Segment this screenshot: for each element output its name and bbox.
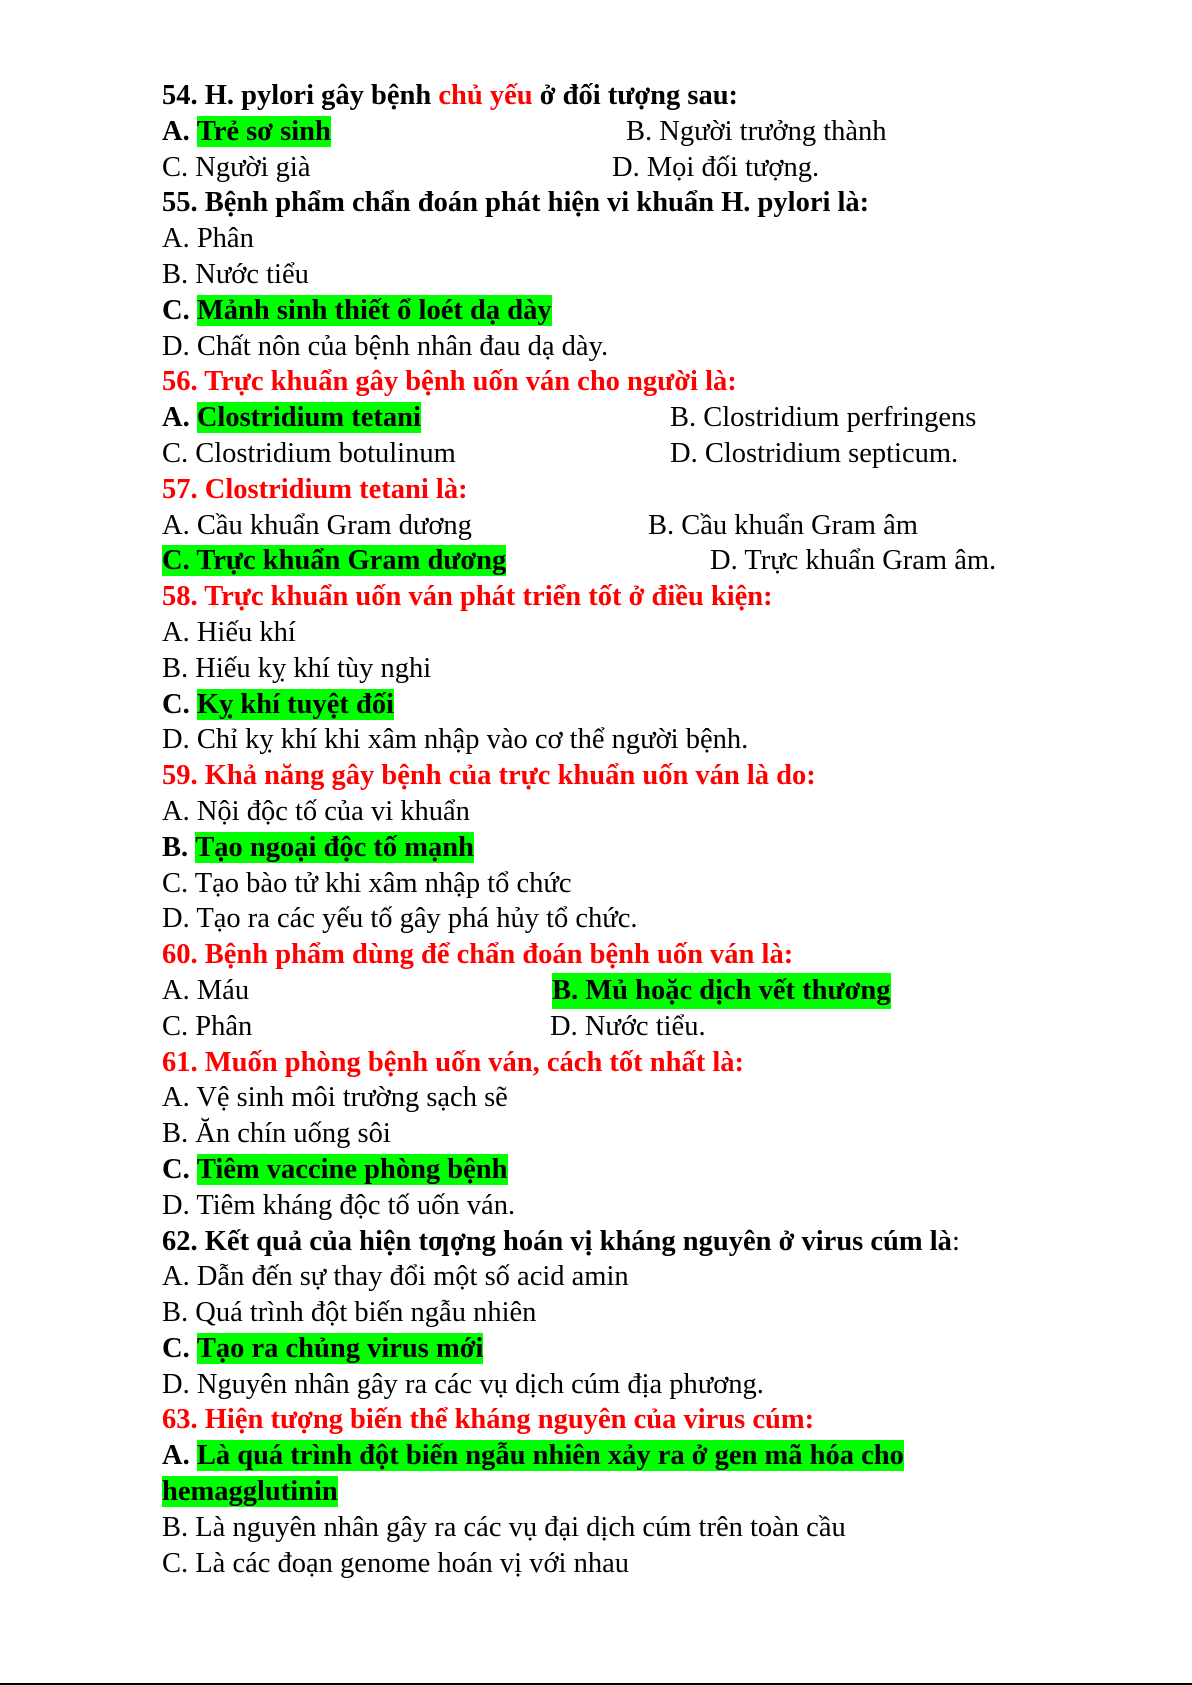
question-63: 63. Hiện tượng biến thể kháng nguyên của virus cúm: bbox=[162, 1404, 815, 1436]
answer-option: D. Tiêm kháng độc tố uốn ván. bbox=[162, 1189, 516, 1221]
answer-option: A. Dẫn đến sự thay đổi một số acid amin bbox=[162, 1261, 629, 1293]
question-61: 61. Muốn phòng bệnh uốn ván, cách tốt nhất là: bbox=[162, 1046, 745, 1078]
correct-answer: Clostridium tetani bbox=[196, 402, 421, 434]
answer-letter: B. bbox=[162, 831, 189, 863]
question-text: H. pylori gây bệnh bbox=[204, 80, 439, 111]
answer-option: A. Vệ sinh môi trường sạch sẽ bbox=[162, 1082, 508, 1114]
answer-letter: C. bbox=[162, 688, 190, 720]
answer-row bbox=[162, 1009, 1062, 1045]
answer-letter: A. bbox=[162, 1440, 190, 1472]
correct-answer: Tạo ngoại độc tố mạnh bbox=[195, 831, 474, 863]
answer-option: D. Chỉ kỵ khí khi xâm nhập vào cơ thể người bệnh. bbox=[162, 724, 749, 756]
question-56: 56. Trực khuẩn gây bệnh uốn ván cho người là: bbox=[162, 366, 737, 398]
answer-option: B. Clostridium perfringens bbox=[670, 402, 977, 434]
question-58: 58. Trực khuẩn uốn ván phát triển tốt ở điều kiện: bbox=[162, 581, 773, 613]
question-colon: : bbox=[951, 1225, 960, 1257]
answer-option: D. Clostridium septicum. bbox=[670, 437, 959, 469]
answer-letter: C. bbox=[162, 1153, 190, 1185]
answer-row bbox=[162, 150, 1062, 186]
answer-option: B. Nước tiểu bbox=[162, 258, 309, 290]
answer-letter: C. bbox=[162, 294, 190, 326]
correct-answer: Mảnh sinh thiết ổ loét dạ dày bbox=[196, 294, 552, 326]
correct-answer-continued: hemagglutinin bbox=[162, 1476, 338, 1508]
question-60: 60. Bệnh phẩm dùng để chẩn đoán bệnh uốn ván là: bbox=[162, 939, 794, 971]
answer-option: A. Phân bbox=[162, 223, 254, 255]
answer-letter: A. bbox=[162, 115, 190, 147]
question-54 bbox=[162, 78, 1062, 114]
correct-answer: B. Mủ hoặc dịch vết thương bbox=[552, 973, 891, 1009]
correct-answer: C. Trực khuẩn Gram dương bbox=[162, 545, 507, 577]
answer-row bbox=[162, 830, 1062, 866]
answer-row bbox=[162, 687, 1062, 723]
answer-option: B. Quá trình đột biến ngẫu nhiên bbox=[162, 1297, 537, 1329]
answer-row bbox=[162, 1331, 1062, 1367]
correct-answer: Kỵ khí tuyệt đối bbox=[196, 688, 395, 720]
question-number: 54. bbox=[162, 80, 198, 111]
answer-row bbox=[162, 1438, 1062, 1474]
answer-option: B. Ăn chín uống sôi bbox=[162, 1118, 391, 1150]
answer-option: D. Chất nôn của bệnh nhân đau dạ dày. bbox=[162, 330, 609, 362]
answer-option: A. Cầu khuẩn Gram dương bbox=[162, 509, 472, 541]
question-emphasis: chủ yếu bbox=[438, 80, 533, 111]
quiz-page bbox=[162, 78, 1062, 1581]
answer-option: C. Người già bbox=[162, 151, 311, 183]
answer-row bbox=[162, 1474, 1062, 1510]
answer-option: C. Clostridium botulinum bbox=[162, 437, 456, 469]
correct-answer: Trẻ sơ sinh bbox=[196, 115, 331, 147]
answer-option: D. Trực khuẩn Gram âm. bbox=[710, 545, 997, 577]
answer-option: A. Hiếu khí bbox=[162, 616, 296, 648]
answer-row bbox=[162, 973, 1062, 1009]
answer-option: B. Hiếu kỵ khí tùy nghi bbox=[162, 652, 432, 684]
answer-option: C. Là các đoạn genome hoán vị với nhau bbox=[162, 1547, 629, 1579]
answer-row bbox=[162, 293, 1062, 329]
answer-option: D. Nguyên nhân gây ra các vụ dịch cúm địa phương. bbox=[162, 1368, 764, 1400]
correct-answer: Là quá trình đột biến ngẫu nhiên xảy ra ở gen mã hóa cho bbox=[196, 1440, 904, 1472]
question-62 bbox=[162, 1224, 1062, 1260]
correct-answer: Tạo ra chủng virus mới bbox=[196, 1332, 484, 1364]
answer-row bbox=[162, 508, 1062, 544]
correct-answer: Tiêm vaccine phòng bệnh bbox=[196, 1153, 508, 1185]
answer-option: D. Nước tiểu. bbox=[550, 1010, 706, 1042]
answer-row bbox=[162, 114, 1062, 150]
question-text: ở đối tượng sau: bbox=[532, 80, 739, 111]
answer-option: D. Mọi đối tượng. bbox=[612, 151, 820, 183]
answer-option: A. Nội độc tố của vi khuẩn bbox=[162, 795, 470, 827]
answer-option: A. Máu bbox=[162, 974, 250, 1006]
answer-option: B. Cầu khuẩn Gram âm bbox=[648, 509, 918, 541]
question-57: 57. Clostridium tetani là: bbox=[162, 473, 468, 505]
answer-option: B. Người trưởng thành bbox=[626, 115, 887, 147]
answer-row bbox=[162, 400, 1062, 436]
answer-row bbox=[162, 436, 1062, 472]
answer-option: B. Là nguyên nhân gây ra các vụ đại dịch cúm trên toàn cầu bbox=[162, 1511, 846, 1543]
answer-option: C. Phân bbox=[162, 1010, 253, 1042]
answer-row bbox=[162, 543, 1062, 579]
answer-letter: A. bbox=[162, 402, 190, 434]
answer-option: C. Tạo bào tử khi xâm nhập tổ chức bbox=[162, 867, 572, 899]
question-text: 62. Kết quả của hiện tƣợng hoán vị kháng nguyên ở virus cúm là bbox=[162, 1225, 952, 1257]
question-55: 55. Bệnh phẩm chẩn đoán phát hiện vi khuẩn H. pylori là: bbox=[162, 187, 870, 219]
question-59: 59. Khả năng gây bệnh của trực khuẩn uốn ván là do: bbox=[162, 760, 816, 792]
answer-row bbox=[162, 1152, 1062, 1188]
answer-option: D. Tạo ra các yếu tố gây phá hủy tổ chức. bbox=[162, 903, 638, 935]
answer-letter: C. bbox=[162, 1332, 190, 1364]
